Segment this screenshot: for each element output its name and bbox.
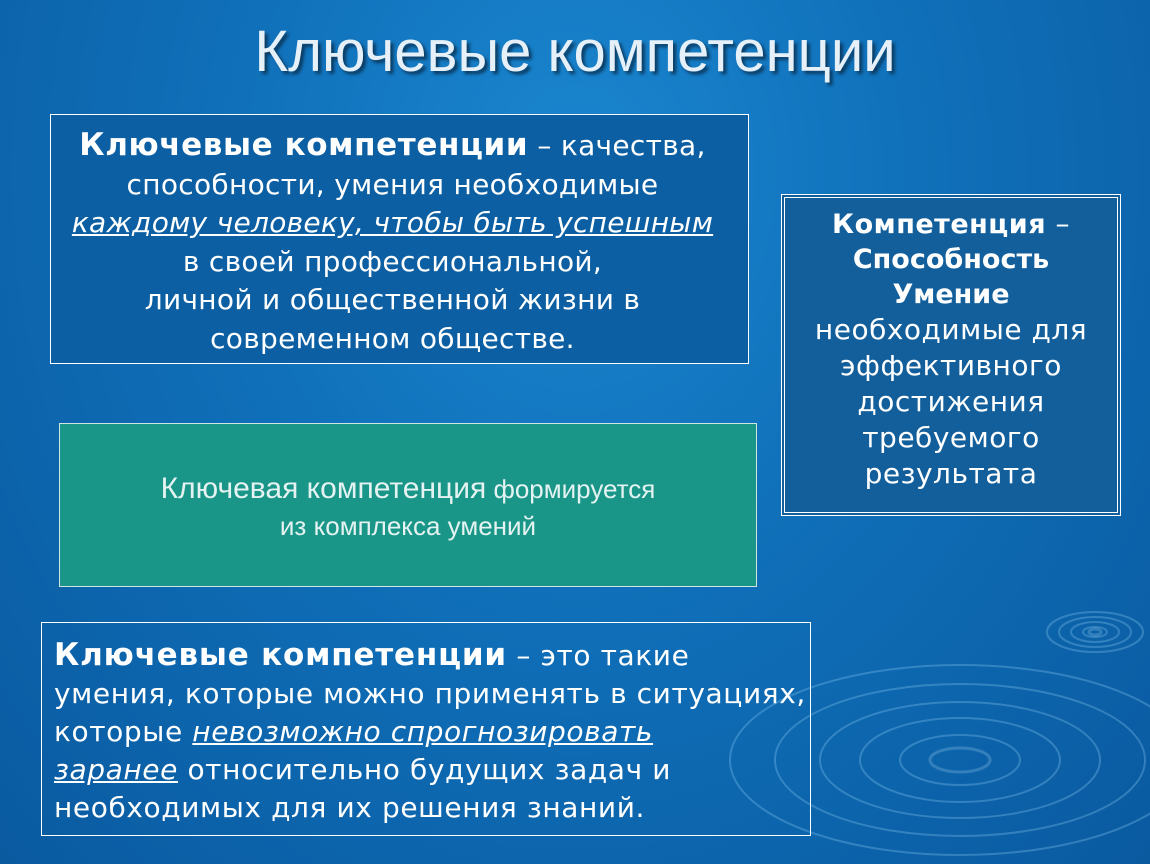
situations-line-2: умения, которые можно применять в ситуациях, bbox=[54, 677, 806, 710]
competence-line-7: требуемого bbox=[862, 421, 1040, 454]
situations-underlined-phrase-2: заранее bbox=[54, 753, 178, 786]
situations-underlined-phrase-1: невозможно спрогнозировать bbox=[192, 715, 653, 748]
formation-box bbox=[59, 423, 757, 587]
situations-line-5: необходимых для их решения знаний. bbox=[54, 791, 646, 824]
situations-term: Ключевые компетенции bbox=[54, 637, 507, 673]
situations-dash: – это такие bbox=[506, 639, 690, 672]
situations-line-3-prefix: которые bbox=[54, 715, 193, 748]
definition-line-6: современном обществе. bbox=[210, 321, 575, 355]
definition-term: Ключевые компетенции bbox=[79, 127, 529, 163]
competence-line-6: достижения bbox=[857, 385, 1045, 418]
definition-underlined-phrase: каждому человеку, чтобы быть успешным bbox=[71, 206, 714, 239]
competence-word-ability: Способность bbox=[852, 244, 1050, 275]
formation-line-2: из комплекса умений bbox=[279, 511, 537, 541]
formation-term: Ключевая компетенция bbox=[160, 472, 487, 505]
definition-line-4: в своей профессиональной, bbox=[182, 244, 603, 278]
competence-term: Компетенция bbox=[832, 209, 1047, 240]
definition-line-2: способности, умения необходимые bbox=[126, 167, 659, 201]
competence-word-skill: Умение bbox=[892, 279, 1010, 310]
situations-box bbox=[54, 636, 884, 827]
definition-box bbox=[20, 126, 765, 358]
competence-line-8: результата bbox=[864, 457, 1038, 490]
competence-line-5: эффективного bbox=[840, 349, 1062, 382]
competence-box bbox=[781, 194, 1121, 516]
situations-line-4-rest: относительно будущих задач и bbox=[177, 753, 672, 786]
slide-title: Ключевые компетенции bbox=[254, 19, 896, 84]
formation-verb: формируется bbox=[486, 474, 656, 504]
definition-dash: – качества, bbox=[528, 129, 706, 162]
competence-dash: – bbox=[1046, 207, 1070, 240]
competence-line-4: необходимые для bbox=[814, 313, 1088, 346]
definition-line-5: личной и общественной жизни в bbox=[144, 283, 641, 316]
